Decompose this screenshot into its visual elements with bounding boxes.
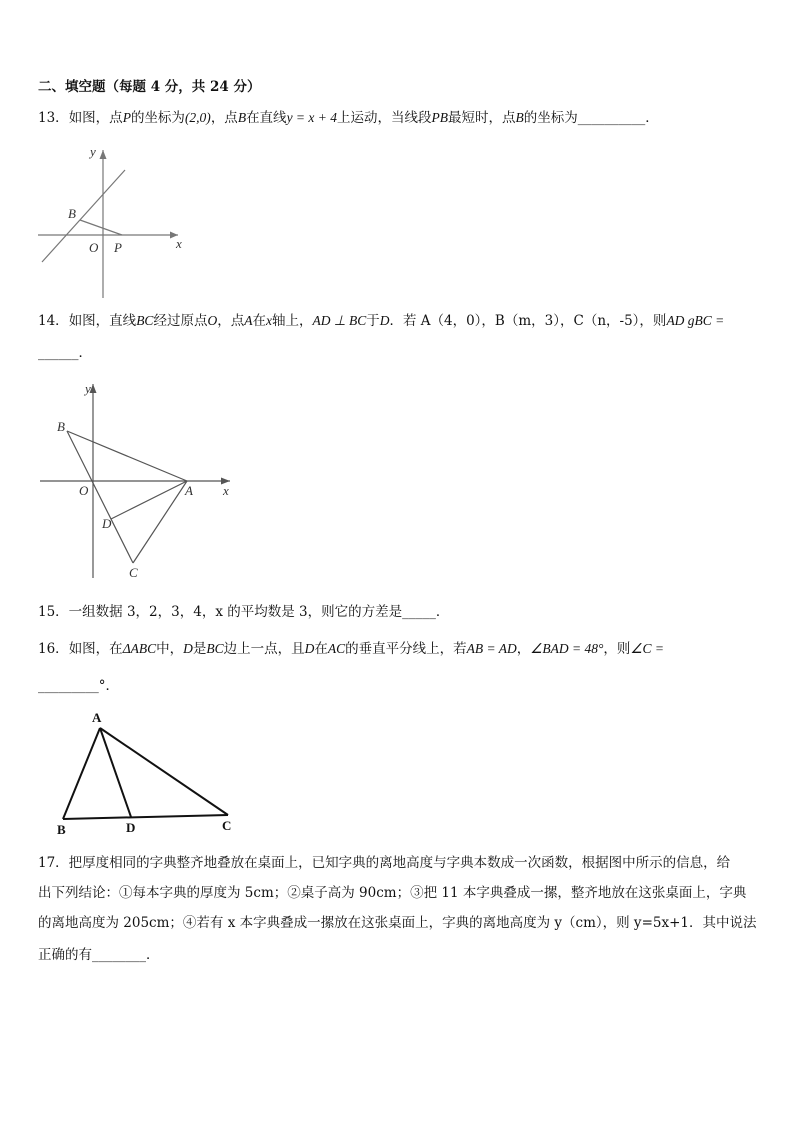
q17-line-4 xyxy=(38,946,160,964)
line-y-eq-x-plus-4 xyxy=(42,170,125,262)
segment-bc xyxy=(63,815,228,819)
point-c-label: C xyxy=(129,565,138,580)
q16-text: 边上一点，且 xyxy=(223,641,305,657)
question-14 xyxy=(38,312,724,330)
q13-line-equation: y = x + 4 xyxy=(286,110,338,125)
question-14-answer-line xyxy=(38,344,92,362)
point-d-label: D xyxy=(126,820,136,835)
q17-line-1: 17．把厚度相同的字典整齐地叠放在桌面上，已知字典的离地高度与字典本数成一次函数，根据图中所示的信息，给 xyxy=(38,855,731,871)
q14-period: ． xyxy=(78,345,92,361)
q13-text: 的坐标为 xyxy=(130,110,185,126)
q13-text: 在直线 xyxy=(246,110,287,126)
line-bc xyxy=(67,431,133,563)
point-b-label: B xyxy=(57,822,66,837)
q15-period: ． xyxy=(435,604,450,620)
q14-perpendicular: AD ⊥ BC xyxy=(312,313,367,328)
q14-text: 如图，直线 xyxy=(68,313,137,329)
q16-point-d: D xyxy=(304,641,315,656)
q16-figure xyxy=(50,706,250,841)
segment-ad xyxy=(111,481,187,519)
q16-angle-c: ∠C = xyxy=(630,641,664,656)
q14-x: x xyxy=(265,313,272,328)
origin-label: O xyxy=(89,240,99,255)
q16-text: 中， xyxy=(156,641,184,657)
point-a-label: A xyxy=(185,483,193,498)
q13-coordinate: (2,0) xyxy=(184,110,211,125)
q14-text: ．若 A（4，0），B（m，3），C（n，-5），则 xyxy=(389,313,667,329)
q13-answer-blank[interactable]: __________ xyxy=(577,110,646,126)
point-b-label: B xyxy=(57,419,65,434)
y-axis-label: y xyxy=(90,144,96,159)
q16-text: 在 xyxy=(314,641,328,657)
q16-text: ， xyxy=(516,641,531,657)
x-axis-label: x xyxy=(223,483,229,498)
q14-text: 于 xyxy=(366,313,380,329)
q17-line-2: 出下列结论：①每本字典的厚度为 5cm；②桌子高为 90cm；③把 11 本字典叠成一摞，整齐地放在这张桌面上，字典 xyxy=(38,885,747,901)
q16-text: 如图，在 xyxy=(68,641,123,657)
x-axis-label: x xyxy=(176,236,182,251)
q14-line-bc: BC xyxy=(136,313,154,328)
q17-period: ． xyxy=(146,947,160,963)
q13-text: 如图，点 xyxy=(68,110,123,126)
q14-product: AD gBC = xyxy=(666,313,725,328)
q16-angle-bad: ∠BAD = 48° xyxy=(530,641,604,656)
q13-segment-pb: PB xyxy=(431,110,449,125)
q16-answer-blank[interactable]: _________ xyxy=(38,678,99,694)
segment-ab xyxy=(63,728,100,819)
question-16-answer-line xyxy=(38,677,119,695)
q14-text: 经过原点 xyxy=(153,313,208,329)
q16-text: 的垂直平分线上，若 xyxy=(345,641,467,657)
q13-text: ，点 xyxy=(210,110,238,126)
q16-triangle: ΔABC xyxy=(122,641,157,656)
point-a-label: A xyxy=(92,710,102,725)
q16-degree-period: °． xyxy=(98,678,119,694)
y-axis-arrow-icon xyxy=(100,150,107,159)
q16-side-ac: AC xyxy=(327,641,346,656)
q13-text: 上运动，当线段 xyxy=(337,110,432,126)
q14-number: 14． xyxy=(38,313,69,329)
q14-point-d: D xyxy=(379,313,390,328)
point-p-label: P xyxy=(114,240,122,255)
segment-ad xyxy=(100,728,131,817)
q13-text: 的坐标为 xyxy=(523,110,578,126)
segment-ac xyxy=(100,728,228,815)
y-axis-label: y xyxy=(85,381,91,396)
section-title: 二、填空题（每题 4 分，共 24 分） xyxy=(38,79,261,95)
q14-text: 在 xyxy=(252,313,266,329)
q14-origin-o: O xyxy=(207,313,218,328)
q17-answer-blank[interactable]: ________ xyxy=(92,947,146,963)
q13-number: 13． xyxy=(38,110,69,126)
q16-point-d: D xyxy=(183,641,193,656)
point-b-label: B xyxy=(68,206,76,221)
origin-label: O xyxy=(79,483,89,498)
q16-equality: AB = AD xyxy=(466,641,517,656)
q14-text: 轴上， xyxy=(271,313,313,329)
q15-text: 15．一组数据 3，2，3，4，x 的平均数是 3，则它的方差是 xyxy=(38,604,403,620)
q13-period: ． xyxy=(645,110,659,126)
q14-answer-blank[interactable]: ______ xyxy=(38,345,79,361)
question-13 xyxy=(38,109,659,127)
q13-figure xyxy=(30,140,200,300)
q16-side-bc: BC xyxy=(206,641,224,656)
q14-point-a: A xyxy=(244,313,253,328)
q13-point-p: P xyxy=(122,110,131,125)
q13-point-b: B xyxy=(237,110,247,125)
q16-text: ，则 xyxy=(603,641,631,657)
q15-answer-blank[interactable]: _____ xyxy=(402,604,436,620)
point-d-label: D xyxy=(102,516,112,531)
point-c-label: C xyxy=(222,818,232,833)
q14-figure xyxy=(35,378,245,583)
q13-point-b: B xyxy=(515,110,524,125)
segment-ba xyxy=(67,431,187,481)
segment-ac xyxy=(133,481,187,563)
q14-text: ，点 xyxy=(217,313,245,329)
q16-number: 16． xyxy=(38,641,69,657)
q17-text: 正确的有 xyxy=(38,947,92,963)
q13-text: 最短时，点 xyxy=(448,110,516,126)
question-16 xyxy=(38,640,664,658)
question-15 xyxy=(38,603,449,621)
q16-text: 是 xyxy=(192,641,207,657)
segment-pb xyxy=(80,220,122,235)
q17-line-3: 的离地高度为 205cm；④若有 x 本字典叠成一摞放在这张桌面上，字典的离地高度为 y（cm），则 y=5x+1．其中说法 xyxy=(38,915,757,931)
